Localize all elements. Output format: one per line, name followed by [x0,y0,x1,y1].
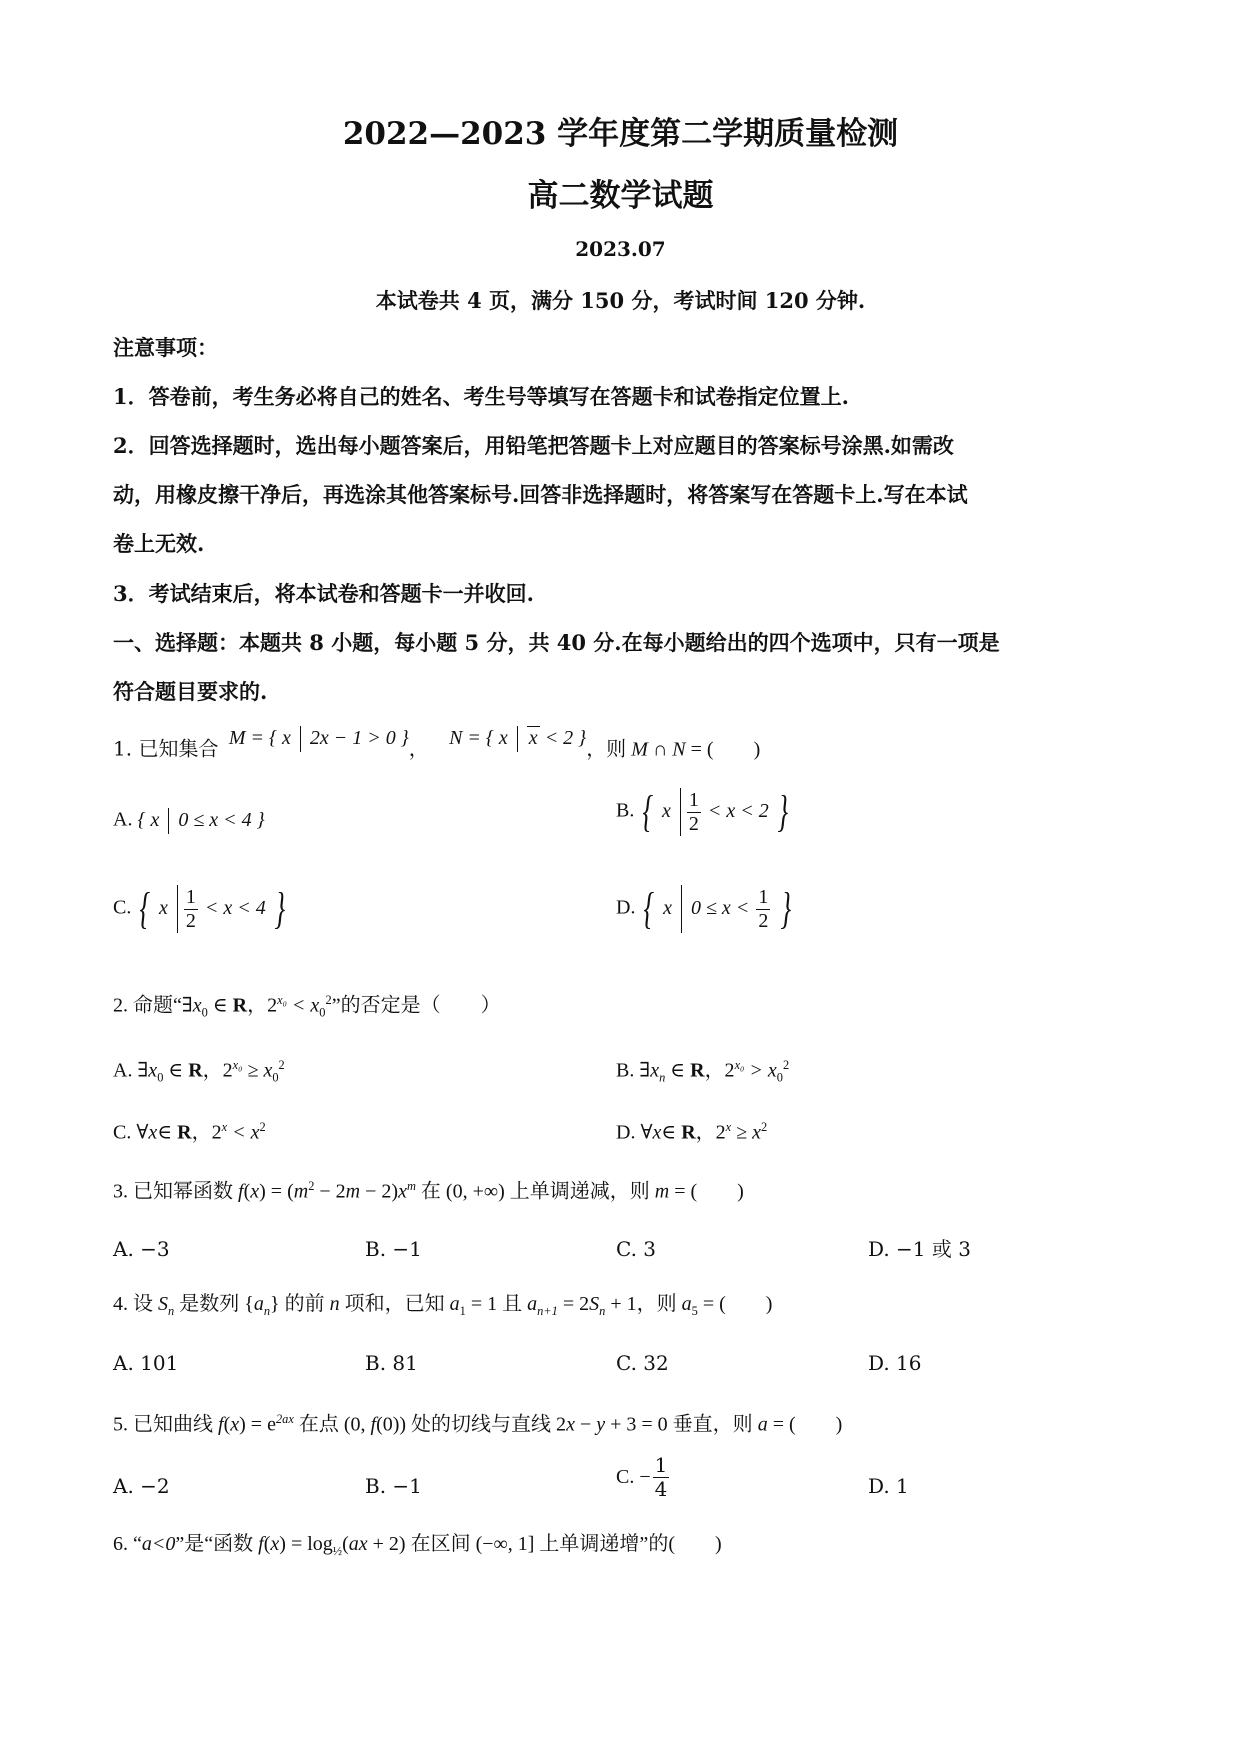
question-4-option-b[interactable]: B. 81 [365,1351,418,1375]
question-1-option-c[interactable]: C. { x $\frac{1}{2}$ < x < 4 } [113,884,285,933]
question-1-option-a[interactable]: A. { x 0 ≤ x < 4 } [113,808,265,834]
section-heading-line-1: 一、选择题：本题共 8 小题，每小题 5 分，共 40 分.在每小题给出的四个选项中，只有一项是 [113,630,1000,655]
question-1: 1. 已知集合 M = { x 2x − 1 > 0 }， N = { x x < 2 }，则 M ∩ N = ( ) [113,726,761,761]
note-item-1: 1．答卷前，考生务必将自己的姓名、考生号等填写在答题卡和试卷指定位置上. [113,384,849,409]
question-1-set-m: M = { x 2x − 1 > 0 } [229,727,409,749]
note-item-2-line-3: 卷上无效. [113,531,205,556]
question-3-option-d[interactable]: D. −1 或 3 [868,1237,971,1261]
question-3-option-b[interactable]: B. −1 [365,1237,422,1261]
exam-subtitle: 高二数学试题 [527,178,714,214]
note-item-2-line-1: 2．回答选择题时，选出每小题答案后，用铅笔把答题卡上对应题目的答案标号涂黑.如需改 [113,433,954,458]
question-1-option-b[interactable]: B. { x $\frac{1}{2}$ < x < 2 } [616,787,788,836]
question-5-option-d[interactable]: D. 1 [868,1474,909,1498]
question-4-option-d[interactable]: D. 16 [868,1351,922,1375]
note-item-3: 3．考试结束后，将本试卷和答题卡一并收回. [113,581,534,606]
question-3-option-c[interactable]: C. 3 [616,1237,657,1261]
question-1-prefix: 1. 已知集合 [113,736,219,761]
question-3: 3. 已知幂函数 $f(x) = (m^2 - 2m - 2)x^m$ 在 (0, +∞) 上单调递减，则 m = ( ) [113,1179,744,1203]
question-5-option-c[interactable]: C. − $\frac{1}{4}$ [616,1453,668,1501]
question-4-option-a[interactable]: A. 101 [113,1351,179,1375]
question-4: 4. 设 $S_n$ 是数列 $\{a_n\}$ 的前 n 项和，已知 $a_1 = 1$ 且 $a_{n+1} = 2S_n + 1$，则 $a_5$ = ( ) [113,1293,773,1318]
question-5: 5. 已知曲线 $f(x) = e^{2ax}$ 在点 (0, f(0)) 处的切线与直线 2x − y + 3 = 0 垂直，则 a = ( ) [113,1412,843,1436]
question-1-option-d[interactable]: D. { x 0 ≤ x < $\frac{1}{2}$ } [616,884,792,933]
question-1-set-n: N = { x x < 2 } [449,727,586,749]
exam-info: 本试卷共 4 页，满分 150 分，考试时间 120 分钟. [375,288,866,313]
exam-date: 2023.07 [575,237,666,261]
question-2-option-d[interactable]: D. ∀x∈ R，$2^x \ge x^2$ [616,1120,768,1144]
question-2: 2. 命题“$\exists x_0$ ∈ R，$2^{x_0} < x_0^2$”的否定是（ ） [113,993,501,1020]
exam-title: 2022—2023 学年度第二学期质量检测 [342,116,899,152]
question-4-option-c[interactable]: C. 32 [616,1351,669,1375]
question-3-option-a[interactable]: A. −3 [113,1237,170,1261]
question-6: 6. “a<0”是“函数 $f(x) = \log_{\frac{1}{2}}(ax + 2)$ 在区间 (−∞, 1] 上单调递增”的( ) [113,1533,722,1558]
question-5-option-a[interactable]: A. −2 [113,1474,170,1498]
question-2-option-b[interactable]: B. $\exists x_n$ ∈ R，$2^{x_0} > x_0^2$ [616,1058,790,1085]
question-2-option-a[interactable]: A. $\exists x_0$ ∈ R，$2^{x_0} \ge x_0^2$ [113,1058,285,1085]
notes-heading: 注意事项： [113,335,218,360]
question-5-option-b[interactable]: B. −1 [365,1474,422,1498]
question-2-option-c[interactable]: C. ∀x∈ R，$2^x < x^2$ [113,1120,266,1144]
note-item-2-line-2: 动，用橡皮擦干净后，再选涂其他答案标号.回答非选择题时，将答案写在答题卡上.写在本试 [113,482,968,507]
section-heading-line-2: 符合题目要求的. [113,679,268,704]
